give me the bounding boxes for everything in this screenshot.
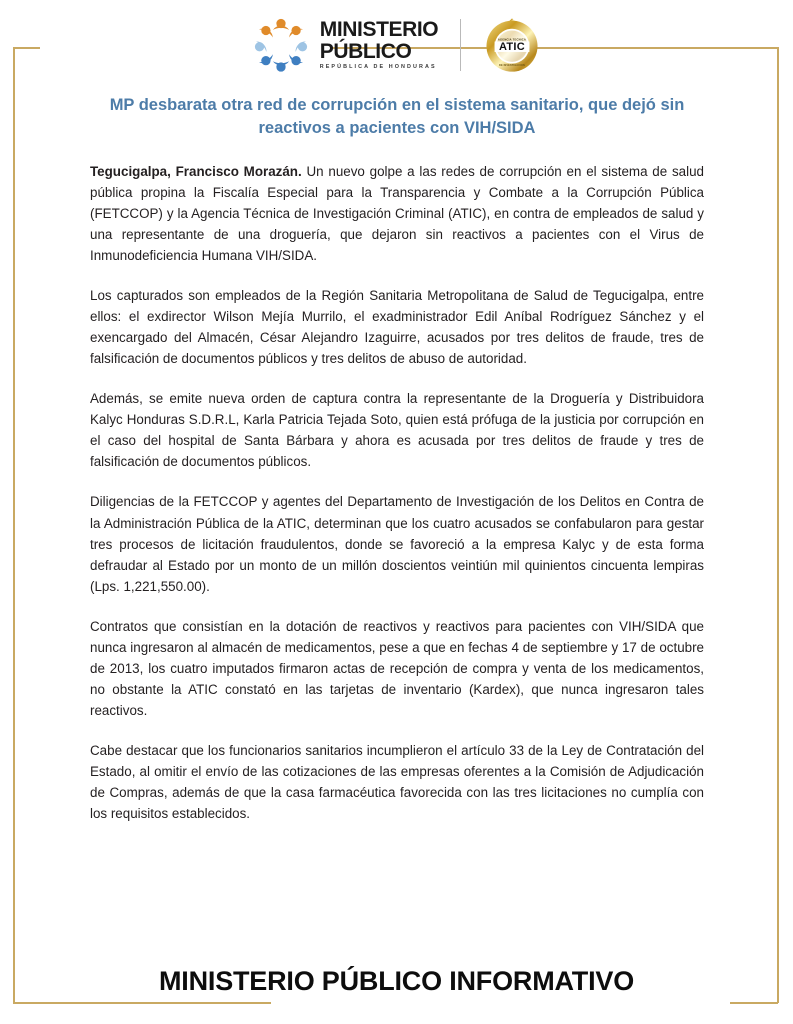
paragraph-1 — [90, 161, 704, 266]
atic-gold-seal-icon — [483, 16, 541, 74]
header-divider — [460, 19, 461, 71]
paragraph-1-text: Un nuevo golpe a las redes de corrupción en el sistema de salud pública propina la Fiscalía Especial para la Transparencia y Combate a la Corrupción Pública (FETCCOP) y la Agencia Técnica de Investigación Criminal (ATIC), en contra de empleados de salud y una representante de una droguería, que dejaron sin reactivos a pacientes con el Virus de Inmunodeficiencia Humana VIH/SIDA. — [90, 163, 704, 264]
svg-text:ATIC: ATIC — [499, 41, 526, 54]
svg-text:DE INVESTIGACION: DE INVESTIGACION — [499, 63, 526, 67]
ministerio-publico-logo — [252, 16, 439, 74]
paragraph-4: Diligencias de la FETCCOP y agentes del Departamento de Investigación de los Delitos en Contra de la Administración Pública de la ATIC, determinan que los cuatro acusados se confabularon para gestar tres procesos de licitación fraudulentos, donde se favoreció a la empresa Kalyc y de esta forma defraudar al Estado por un monto de un millón doscientos veintiún mil quinientos cincuenta lempiras (Lps. 1,221,550.00). — [90, 494, 704, 594]
page-title: MP desbarata otra red de corrupción en el sistema sanitario, que dejó sin reactivos a pacientes con VIH/SIDA — [109, 96, 685, 138]
footer-label: MINISTERIO PÚBLICO INFORMATIVO — [145, 966, 648, 997]
document-header — [0, 0, 793, 90]
ministerio-publico-wordmark — [320, 19, 439, 70]
org-subtitle: REPÚBLICA DE HONDURAS — [319, 64, 437, 71]
frame-bottom-right-line — [730, 1002, 778, 1004]
article-body — [90, 94, 704, 824]
paragraph-6: Cabe destacar que los funcionarios sanitarios incumplieron el artículo 33 de la Ley de Contratación del Estado, al omitir el envío de las cotizaciones de las empresas oferentes a la Comisión de Adjudicación de Compras, además de que la casa farmacéutica favorecida con las tres licitaciones no cumplía con los requisitos establecidos. — [90, 742, 704, 822]
svg-text:AGENCIA TECNICA: AGENCIA TECNICA — [498, 38, 527, 42]
dateline: Tegucigalpa, Francisco Morazán. — [90, 163, 302, 179]
org-name-line-1: MINISTERIO — [319, 18, 439, 42]
ministerio-publico-people-circle-emblem-icon — [252, 16, 310, 74]
paragraph-5: Contratos que consistían en la dotación de reactivos y reactivos para pacientes con VIH/SIDA que nunca ingresaron al almacén de medicamentos, pese a que en fechas 4 de septiembre y 17 de octubre de 2013, los cuatro imputados firmaron actas de recepción de compra y venta de los medicamentos, no obstante la ATIC constató en las tarjetas de inventario (Kardex), que nunca ingresaron tales reactivos. — [90, 618, 704, 718]
org-name-line-2: PÚBLICO — [319, 40, 412, 64]
frame-right-line — [777, 47, 779, 1003]
document-footer — [0, 966, 793, 997]
paragraph-2: Los capturados son empleados de la Región Sanitaria Metropolitana de Salud de Tegucigalpa, entre ellos: el exdirector Wilson Mejía Murrilo, el exadministrador Edil Aníbal Rodríguez Sánchez y el exencargado del Almacén, César Alejandro Izaguirre, acusados por tres delitos de fraude, tres de falsificación de documentos públicos y tres delitos de abuso de autoridad. — [90, 288, 704, 367]
frame-bottom-left-line — [13, 1002, 271, 1004]
frame-left-line — [13, 47, 15, 1003]
paragraph-3: Además, se emite nueva orden de captura contra la representante de la Droguería y Distribuidora Kalyc Honduras S.D.R.L, Karla Patricia Tejada Soto, quien está prófuga de la justicia por corrupción en el caso del hospital de Santa Bárbara y ahora es acusada por tres delitos de fraude y tres de falsificación de documentos públicos. — [90, 391, 704, 470]
